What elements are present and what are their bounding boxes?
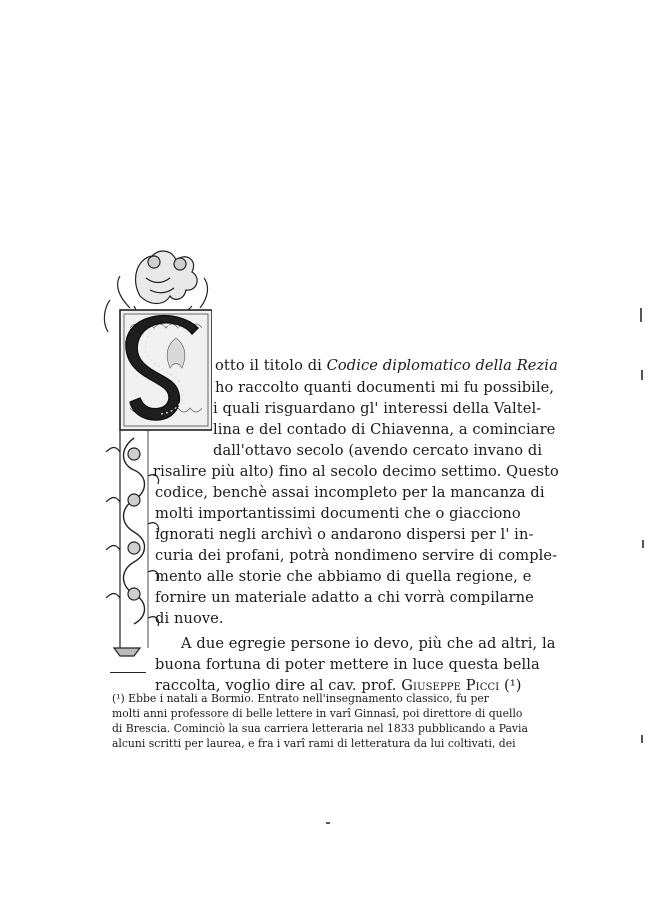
text-line-14: A due egregie persone io devo, più che ad altri, la bbox=[181, 635, 556, 652]
text-line-5: dall'ottavo secolo (avendo cercato invano di bbox=[213, 442, 543, 459]
footnote-line-1: (¹) Ebbe i natali a Bormio. Entrato nell'insegnamento classico, fu per bbox=[112, 692, 489, 705]
last-line-text: raccolta, voglio dire al cav. prof. bbox=[155, 677, 397, 694]
footnote-reference: (¹) bbox=[504, 677, 522, 694]
footnote-separator bbox=[110, 672, 146, 673]
first-line-text: otto il titolo di bbox=[215, 357, 322, 374]
text-line-15: buona fortuna di poter mettere in luce questa bella bbox=[155, 656, 540, 673]
text-line-3: i quali risguardano gl' interessi della Valtel- bbox=[213, 400, 542, 417]
footnote-line-3: di Brescia. Cominciò la sua carriera letteraria nel 1833 pubblicando a Pavia bbox=[112, 722, 528, 735]
text-line-6: risalire più alto) fino al secolo decimo settimo. Questo bbox=[153, 463, 559, 480]
text-line-10: curia dei profani, potrà nondimeno servire di comple- bbox=[155, 547, 558, 564]
italic-title: Codice diplomatico della Rezia bbox=[326, 357, 558, 374]
text-line-1 bbox=[215, 356, 558, 376]
scan-mark bbox=[641, 370, 643, 380]
scan-mark bbox=[640, 308, 642, 322]
footnote-line-4: alcuni scritti per laurea, e fra i varî rami di letteratura da lui coltivati, dei bbox=[112, 737, 516, 750]
text-line-7: codice, benchè assai incompleto per la mancanza di bbox=[155, 484, 545, 501]
footnote-line-2: molti anni professore di belle lettere in varî Ginnasî, poi direttore di quello bbox=[112, 707, 523, 720]
ornamental-border bbox=[106, 430, 159, 656]
text-line-12: fornire un materiale adatto a chi vorrà compilarne bbox=[155, 589, 534, 606]
text-line-2: ho raccolto quanti documenti mi fu possibile, bbox=[215, 379, 555, 396]
text-line-4: lina e del contado di Chiavenna, a cominciare bbox=[213, 421, 556, 438]
text-line-8: molti importantissimi documenti che o giacciono bbox=[155, 505, 521, 522]
scan-mark bbox=[326, 822, 330, 824]
text-line-11: mento alle storie che abbiamo di quella regione, e bbox=[155, 568, 532, 585]
text-line-9: ignorati negli archivì o andarono dispersi per l' in- bbox=[155, 526, 534, 543]
person-name: Giuseppe Picci bbox=[401, 677, 500, 694]
text-line-13: di nuove. bbox=[155, 610, 224, 627]
scan-mark bbox=[641, 735, 643, 743]
scan-mark bbox=[642, 540, 644, 548]
